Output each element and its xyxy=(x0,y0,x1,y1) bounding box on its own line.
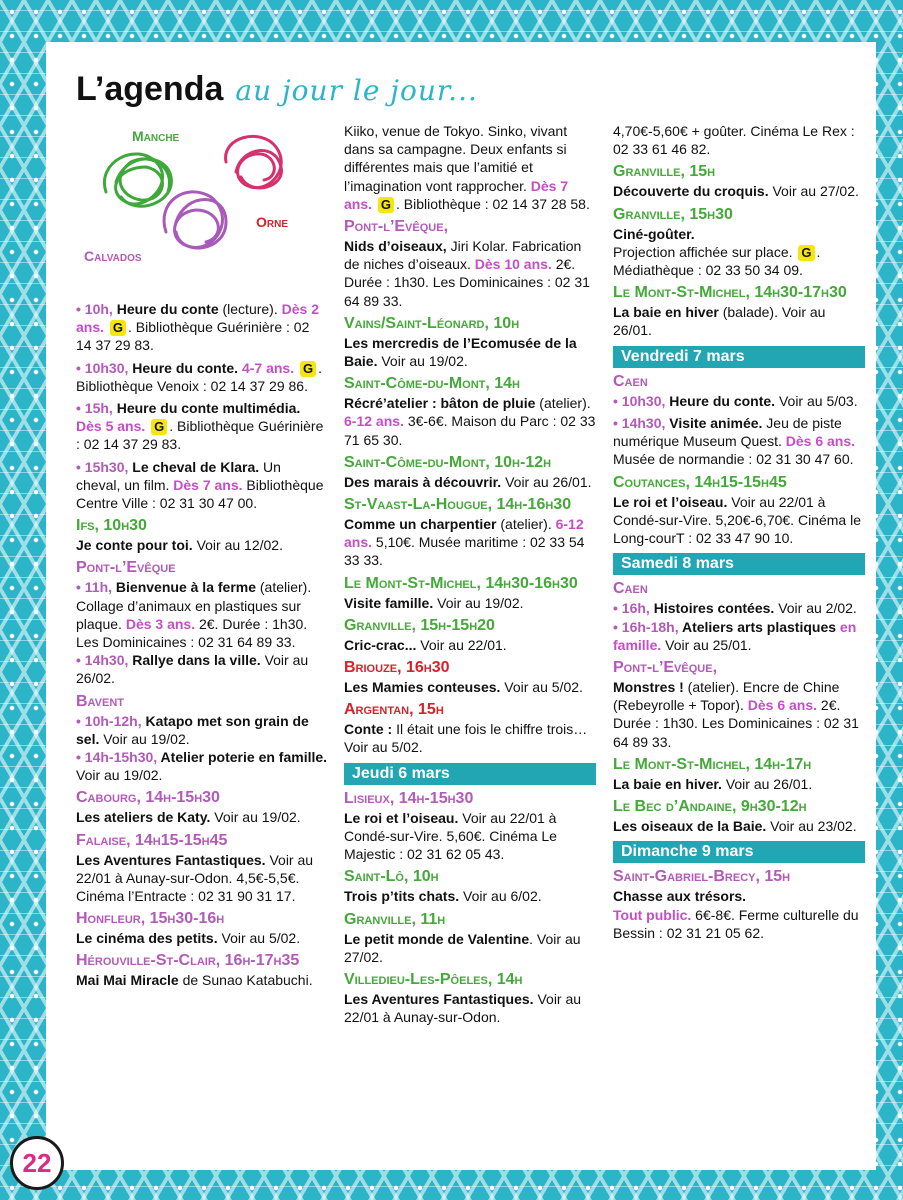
day-header-jeudi: Jeudi 6 mars xyxy=(344,763,596,785)
entry-saint-lo: Saint-Lô, 10h Trois p’tits chats. Voir au 6/02. xyxy=(344,868,542,905)
place-pont-l-eveque: Pont-l’Evêque xyxy=(76,559,176,577)
column-3 xyxy=(613,122,865,946)
free-badge-icon: G xyxy=(300,361,316,377)
entry-pont-l-eveque-2: Pont-l’Evêque, Nids d’oiseaux, Jiri Kolar. Fabrication de niches d’oiseaux. Dès 10 ans. 2€. Durée : 1h30. Les Dominicaines : 02 31 64 89 33. xyxy=(344,218,590,309)
entry-ifs: Ifs, 10h30 Je conte pour toi. Voir au 12/02. xyxy=(76,516,328,554)
place-herouville: Hérouville-St-Clair, 16h-17h35 xyxy=(76,952,300,970)
entry-saint-come-1: Saint-Côme-du-Mont, 14h Récré’atelier : bâton de pluie (atelier). 6-12 ans. 3€-6€. Maison du Parc : 02 33 71 65 30. xyxy=(344,375,596,448)
place-honfleur: Honfleur, 15h30-16h xyxy=(76,910,225,928)
entry-pont-l-eveque-3: Pont-l’Evêque, Monstres ! (atelier). Encre de Chine (Rebeyrolle + Topor). Dès 6 ans. 2€. Durée : 1h30. Les Dominicaines : 02 31 64 89 33. xyxy=(613,659,859,750)
day-header-vendredi: Vendredi 7 mars xyxy=(613,346,865,368)
place-ifs: Ifs, 10h30 xyxy=(76,517,147,535)
entry-saint-come-2: Saint-Côme-du-Mont, 10h-12h Des marais à découvrir. Voir au 26/01. xyxy=(344,453,592,490)
entry-kiiko: Kiiko, venue de Tokyo. Sinko, vivant dans sa campagne. Deux enfants si différentes mais que l’amitié et l’imagination vont rapprocher. Dès 7 ans. G . Bibliothèque : 02 14 37 28 58. xyxy=(344,123,590,212)
page-number: 22 xyxy=(10,1136,64,1190)
regions-scribble-map xyxy=(76,122,326,272)
free-badge-icon: G xyxy=(798,245,814,261)
day-header-samedi: Samedi 8 mars xyxy=(613,553,865,575)
label-calvados: Calvados xyxy=(84,248,142,264)
place-falaise: Falaise, 14h15-15h45 xyxy=(76,831,228,849)
free-badge-icon: G xyxy=(110,320,126,336)
entry-herouville: Hérouville-St-Clair, 16h-17h35 Mai Mai Miracle de Sunao Katabuchi. xyxy=(76,951,328,989)
label-orne: Orne xyxy=(256,214,289,230)
heading-main: L’agenda xyxy=(76,70,224,108)
entry-lisieux: Lisieux, 14h-15h30 Le roi et l’oiseau. Voir au 22/01 à Condé-sur-Vire. 5,60€. Cinéma Le Majestic : 02 31 62 05 43. xyxy=(344,789,557,863)
entry-caen-15h: • 15h, Heure du conte multimédia. Dès 5 ans. G . Bibliothèque Guérinière : 02 14 37 29 83. xyxy=(76,400,324,453)
entry-falaise: Falaise, 14h15-15h45 Les Aventures Fantastiques. Voir au 22/01 à Aunay-sur-Odon. 4,5€-5,5€. Cinéma l’Entracte : 02 31 90 31 17. xyxy=(76,831,328,906)
entry-bec-andaine: Le Bec d’Andaine, 9h30-12h Les oiseaux de la Baie. Voir au 23/02. xyxy=(613,798,857,835)
free-badge-icon: G xyxy=(151,419,167,435)
entry-granville: Granville, 15h-15h20 Cric-crac... Voir au 22/01. xyxy=(344,616,507,653)
entry-caen-vendredi: Caen • 10h30, Heure du conte. Voir au 5/03. • 14h30, Visite animée. Jeu de piste numérique Museum Quest. Dès 6 ans. Musée de normandie : 02 31 30 47 60. xyxy=(613,372,858,468)
entry-honfleur: Honfleur, 15h30-16h Le cinéma des petits. Voir au 5/02. xyxy=(76,909,328,947)
entry-mont-st-michel-3: Le Mont-St-Michel, 14h-17h La baie en hiver. Voir au 26/01. xyxy=(613,755,813,792)
entry-granville-15h: Granville, 15h Découverte du croquis. Voir au 27/02. xyxy=(613,163,859,200)
entry-mont-st-michel-2: Le Mont-St-Michel, 14h30-17h30 La baie en hiver (balade). Voir au 26/01. xyxy=(613,284,847,339)
entry-argentan: Argentan, 15h Conte : Il était une fois le chiffre trois… Voir au 5/02. xyxy=(344,701,588,756)
heading-script: au jour le jour... xyxy=(235,74,478,107)
entry-st-vaast: St-Vaast-La-Hougue, 14h-16h30 Comme un charpentier (atelier). 6-12 ans. 5,10€. Musée maritime : 02 33 54 33 33. xyxy=(344,496,585,569)
entry-pont-l-eveque: Pont-l’Evêque • 11h, Bienvenue à la ferme (atelier). Collage d’animaux en plastiques sur plaque. Dès 3 ans. 2€. Durée : 1h30. Les Dominicaines : 02 31 64 89 33. • 14h30, Rallye dans la ville. Voir au 26/02. xyxy=(76,558,328,687)
entry-mont-st-michel: Le Mont-St-Michel, 14h30-16h30 Visite famille. Voir au 19/02. xyxy=(344,574,578,611)
entry-coutances: Coutances, 14h15-15h45 Le roi et l’oiseau. Voir au 22/01 à Condé-sur-Vire. 5,20€-6,70€. Cinéma le Long-courT : 02 33 47 90 10. xyxy=(613,473,861,547)
place-bavent: Bavent xyxy=(76,692,125,710)
entry-bavent: Bavent • 10h-12h, Katapo met son grain de sel. Voir au 19/02. • 14h-15h30, Atelier poterie en famille. Voir au 19/02. xyxy=(76,692,328,784)
free-badge-icon: G xyxy=(378,197,394,213)
page-heading xyxy=(76,70,478,109)
entry-saint-gabriel: Saint-Gabriel-Brecy, 15h Chasse aux trésors. Tout public. 6€-8€. Ferme culturelle du Bessin : 02 31 21 05 62. xyxy=(613,868,859,941)
entry-caen-samedi: Caen • 16h, Histoires contées. Voir au 2/02. • 16h-18h, Ateliers arts plastiques en famille. Voir au 25/01. xyxy=(613,580,857,653)
entry-caen-15h30: • 15h30, Le cheval de Klara. Un cheval, un film. Dès 7 ans. Bibliothèque Centre Ville : 02 31 30 47 00. xyxy=(76,458,324,512)
day-header-dimanche: Dimanche 9 mars xyxy=(613,841,865,863)
entry-vains: Vains/Saint-Léonard, 10h Les mercredis de l’Ecomusée de la Baie. Voir au 19/02. xyxy=(344,314,577,370)
entry-caen-10h30: • 10h30, Heure du conte. 4-7 ans. G . Bibliothèque Venoix : 02 14 37 29 86. xyxy=(76,359,323,394)
entry-briouze: Briouze, 16h30 Les Mamies conteuses. Voir au 5/02. xyxy=(344,659,583,696)
entry-rex: 4,70€-5,60€ + goûter. Cinéma Le Rex : 02 33 61 46 82. xyxy=(613,123,855,158)
entry-cabourg: Cabourg, 14h-15h30 Les ateliers de Katy. Voir au 19/02. xyxy=(76,788,328,826)
entry-granville-15h30: Granville, 15h30 Ciné-goûter. Projection affichée sur place. G . Médiathèque : 02 33 50 34 09. xyxy=(613,205,821,279)
column-2 xyxy=(344,122,596,1031)
column-1 xyxy=(76,300,328,994)
place-cabourg: Cabourg, 14h-15h30 xyxy=(76,789,220,807)
entry-villedieu: Villedieu-Les-Pôeles, 14h Les Aventures Fantastiques. Voir au 22/01 à Aunay-sur-Odon. xyxy=(344,971,582,1026)
entry-granville-11h: Granville, 11h Le petit monde de Valentine. Voir au 27/02. xyxy=(344,910,581,965)
label-manche: Manche xyxy=(132,128,180,144)
entry-caen-10h: • 10h, Heure du conte (lecture). Dès 2 ans. G . Bibliothèque Guérinière : 02 14 37 29 83. xyxy=(76,301,319,354)
